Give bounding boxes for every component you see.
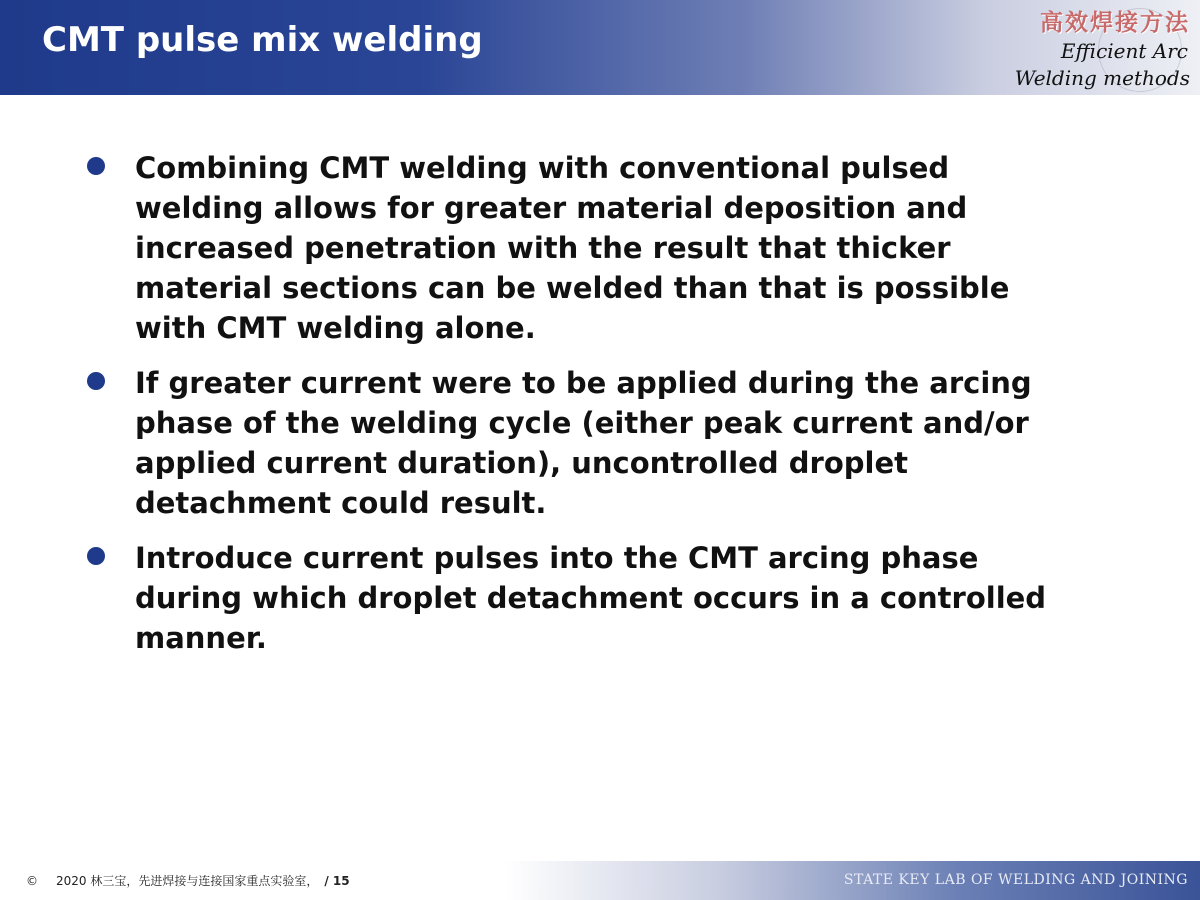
bullet-text: If greater current were to be applied during the arcing phase of the welding cycle (either peak current and/or applied current duration), uncontrolled droplet detachment could result.: [135, 366, 1032, 520]
footer-copyright: [26, 872, 350, 889]
copyright-icon: ©: [26, 874, 38, 888]
efficient-arc-welding-logo: [994, 2, 1194, 94]
bullet-dot-icon: [87, 157, 105, 175]
bullet-dot-icon: [87, 372, 105, 390]
logo-english-line-2: Welding methods: [1014, 66, 1190, 90]
logo-chinese-text: 高效焊接方法: [1040, 10, 1190, 36]
footer-lab-name: STATE KEY LAB OF WELDING AND JOINING: [843, 872, 1188, 888]
header-bar: [0, 0, 1200, 95]
bullet-dot-icon: [87, 547, 105, 565]
bullet-item: [80, 148, 1080, 348]
bullet-text: Introduce current pulses into the CMT arcing phase during which droplet detachment occurs in a controlled manner.: [135, 541, 1047, 655]
bullet-text: Combining CMT welding with conventional pulsed welding allows for greater material deposition and increased penetration with the result that thicker material sections can be welded than that is possible with CMT welding alone.: [135, 151, 1010, 345]
slide-title: CMT pulse mix welding: [42, 20, 483, 60]
bullet-list: [80, 148, 1080, 673]
page-number: / 15: [324, 874, 350, 888]
logo-english-line-1: Efficient Arc: [1060, 39, 1188, 63]
copyright-text: 2020 林三宝，先进焊接与连接国家重点实验室，: [56, 874, 319, 888]
bullet-item: [80, 538, 1080, 658]
bullet-item: [80, 363, 1080, 523]
